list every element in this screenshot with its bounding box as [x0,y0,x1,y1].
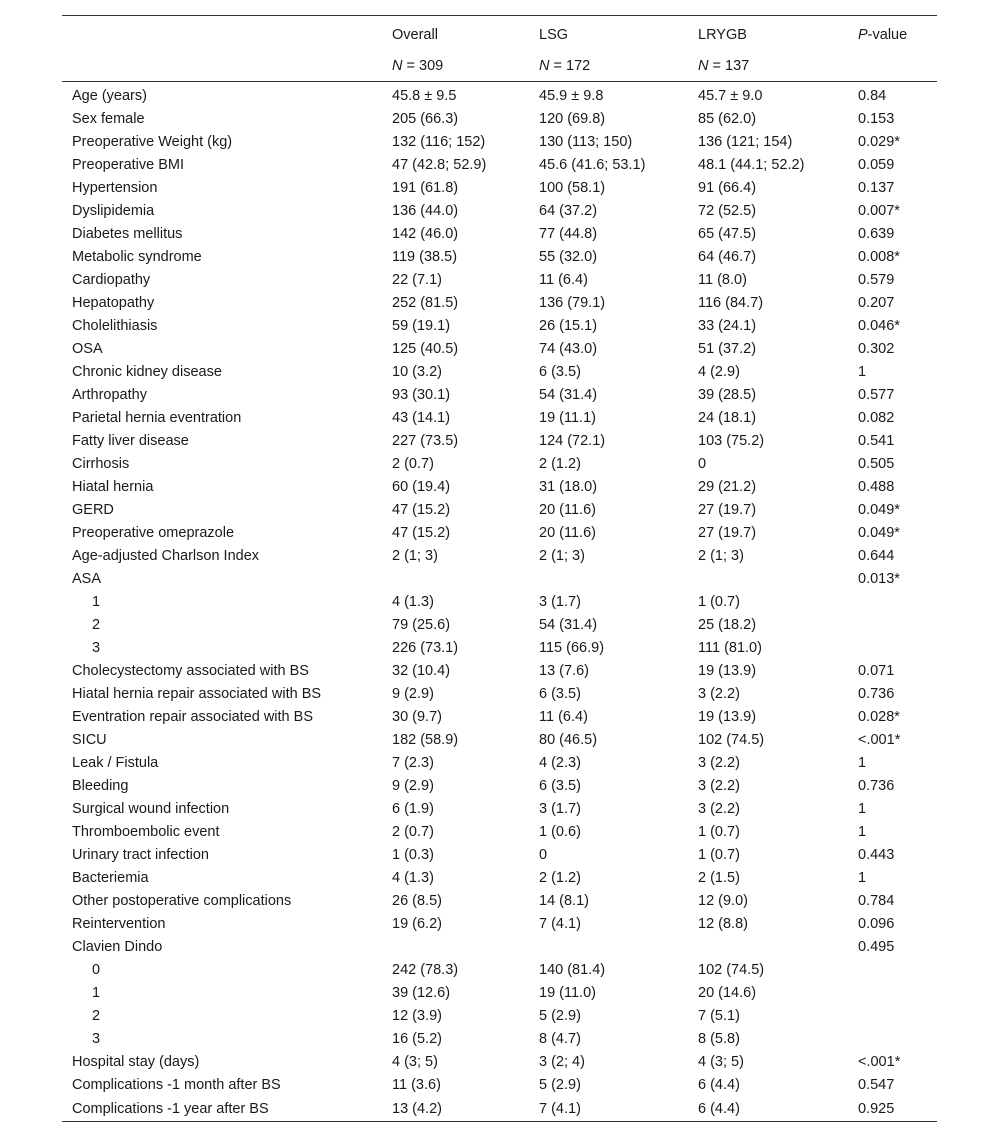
cell-overall: 205 (66.3) [392,110,459,127]
table-row [62,935,937,958]
cell-p-value: 0.577 [858,386,895,403]
row-label: Hiatal hernia repair associated with BS [72,685,322,702]
cell-lrygb: 3 (2.2) [698,800,740,817]
cell-lsg: 140 (81.4) [539,961,606,978]
cell-lsg [529,567,688,590]
cell-p-value [848,1004,937,1027]
header-lrygb: LRYGB [688,16,848,51]
cell-overall: 132 (116; 152) [392,133,486,150]
row-label: SICU [72,731,107,748]
cell-lsg: 2 (1.2) [539,455,581,472]
cell-lsg: 20 (11.6) [539,501,596,518]
cell-lrygb [688,567,848,590]
table-row [62,889,937,912]
cell-p-value [848,958,937,981]
table-row [62,728,937,751]
cell-p-value [848,636,937,659]
cell-p-value: 0.008* [858,248,900,265]
table-row [62,314,937,337]
cell-lrygb: 102 (74.5) [698,961,765,978]
row-label: GERD [72,501,114,518]
table-row [62,820,937,843]
cell-lsg: 54 (31.4) [539,616,598,633]
cell-overall: 4 (1.3) [392,593,434,610]
cell-p-value: 0.784 [858,892,895,909]
cell-p-value: <.001* [858,1053,901,1070]
n-symbol: N [698,57,709,74]
table-row [62,866,937,889]
cell-lrygb: 0 [698,455,707,472]
row-label: Eventration repair associated with BS [72,708,313,725]
cell-lsg: 45.9 ± 9.8 [539,87,604,104]
row-label: Age (years) [72,87,147,104]
cell-lrygb [688,935,848,958]
table-row [62,1073,937,1096]
row-label: 3 [92,639,101,656]
cell-lsg: 100 (58.1) [539,179,606,196]
cell-overall: 39 (12.6) [392,984,451,1001]
cell-lsg: 3 (1.7) [539,593,581,610]
cell-lrygb: 11 (8.0) [698,271,747,288]
table-header [62,16,937,82]
cell-lsg: 124 (72.1) [539,432,606,449]
cell-lsg: 130 (113; 150) [539,133,633,150]
cell-overall: 59 (19.1) [392,317,451,334]
cell-overall: 2 (0.7) [392,823,434,840]
cell-overall [382,935,529,958]
cell-p-value: 0.736 [858,777,895,794]
cell-lrygb: 45.7 ± 9.0 [698,87,763,104]
cell-p-value: 0.049* [858,501,900,518]
table-row [62,360,937,383]
cell-lsg: 0 [539,846,548,863]
cell-p-value: 1 [858,363,867,380]
cell-lrygb: 25 (18.2) [698,616,757,633]
cell-p-value: 0.302 [858,340,895,357]
cell-lsg: 19 (11.1) [539,409,596,426]
cell-lsg: 5 (2.9) [539,1007,581,1024]
cell-lsg: 6 (3.5) [539,777,581,794]
header-p-value [848,16,937,51]
row-label: 1 [92,593,101,610]
cell-lsg: 6 (3.5) [539,363,581,380]
table-row [62,912,937,935]
table-row [62,268,937,291]
cell-lsg: 45.6 (41.6; 53.1) [539,156,646,173]
cell-lsg: 11 (6.4) [539,708,588,725]
cell-overall: 1 (0.3) [392,846,434,863]
cell-p-value: 0.059 [858,156,895,173]
table-row [62,498,937,521]
cell-p-value: 1 [858,800,867,817]
cell-lsg: 7 (4.1) [539,915,581,932]
cell-lrygb: 29 (21.2) [698,478,757,495]
table-row [62,222,937,245]
cell-p-value: 0.579 [858,271,895,288]
cell-overall: 13 (4.2) [382,1096,529,1122]
cell-p-value: 0.505 [858,455,895,472]
cell-overall: 9 (2.9) [392,685,434,702]
cell-lrygb: 27 (19.7) [698,524,757,541]
table-row [62,659,937,682]
header-lsg: LSG [529,16,688,51]
row-label: Arthropathy [72,386,147,403]
row-label: ASA [72,570,102,587]
cell-overall: 22 (7.1) [392,271,442,288]
table-body [62,82,937,1122]
row-label: Thromboembolic event [72,823,220,840]
cell-lrygb: 3 (2.2) [698,754,740,771]
cell-overall: 7 (2.3) [392,754,434,771]
cell-overall: 11 (3.6) [392,1076,441,1093]
row-label: Surgical wound infection [72,800,230,817]
row-label: Hepatopathy [72,294,155,311]
n-lsg [529,50,688,82]
cell-p-value: 0.028* [858,708,900,725]
cell-lsg: 3 (2; 4) [539,1053,585,1070]
table-row [62,958,937,981]
cell-p-value: 0.925 [848,1096,937,1122]
cell-lrygb: 103 (75.2) [698,432,765,449]
cell-lsg [529,935,688,958]
cell-lsg: 136 (79.1) [539,294,606,311]
cell-overall: 119 (38.5) [392,248,458,265]
cell-overall: 182 (58.9) [392,731,459,748]
table-row [62,245,937,268]
cell-p-value: 0.071 [858,662,895,679]
cell-p-value: 0.736 [858,685,895,702]
row-label: 2 [92,616,101,633]
table-row [62,291,937,314]
table-row [62,682,937,705]
row-label: Cardiopathy [72,271,151,288]
table-row [62,475,937,498]
cell-lsg: 8 (4.7) [539,1030,581,1047]
cell-lsg: 2 (1.2) [539,869,581,886]
cell-overall: 125 (40.5) [392,340,459,357]
table-row [62,590,937,613]
cell-p-value: 0.007* [858,202,900,219]
row-label: Cholelithiasis [72,317,158,334]
cell-lsg: 115 (66.9) [539,639,605,656]
cell-overall: 47 (42.8; 52.9) [392,156,487,173]
cell-overall: 16 (5.2) [392,1030,442,1047]
row-label: Hospital stay (days) [72,1053,200,1070]
row-label: Leak / Fistula [72,754,159,771]
table-row [62,521,937,544]
cell-lrygb: 19 (13.9) [698,662,757,679]
cell-lrygb: 3 (2.2) [698,777,740,794]
cell-overall: 227 (73.5) [392,432,459,449]
n-lrygb [688,50,848,82]
cell-lrygb: 24 (18.1) [698,409,757,426]
cell-p-value: 1 [858,823,867,840]
cell-p-value [848,613,937,636]
table-row [62,705,937,728]
table-row [62,1096,937,1122]
row-label: Clavien Dindo [72,938,163,955]
cell-overall: 242 (78.3) [392,961,459,978]
cell-lsg: 6 (3.5) [539,685,581,702]
cell-lrygb: 1 (0.7) [698,823,740,840]
table-row [62,337,937,360]
p-rest: -value [867,26,908,43]
n-symbol: N [392,57,403,74]
cell-p-value: 1 [858,869,867,886]
table-row [62,153,937,176]
cell-lrygb: 19 (13.9) [698,708,757,725]
table-row [62,199,937,222]
table-row [62,452,937,475]
row-label: Cirrhosis [72,455,130,472]
cell-lsg: 13 (7.6) [539,662,589,679]
cell-overall: 136 (44.0) [392,202,459,219]
cell-lsg: 26 (15.1) [539,317,598,334]
table-row [62,1004,937,1027]
cell-overall: 6 (1.9) [392,800,434,817]
cell-p-value [848,981,937,1004]
cell-lsg: 80 (46.5) [539,731,598,748]
row-label: Fatty liver disease [72,432,189,449]
row-label: Bleeding [72,777,129,794]
table-row [62,1050,937,1073]
cell-lrygb: 136 (121; 154) [698,133,793,150]
n-value: = 172 [549,57,591,74]
row-label: Age-adjusted Charlson Index [72,547,260,564]
cell-overall: 9 (2.9) [392,777,434,794]
row-label: Cholecystectomy associated with BS [72,662,309,679]
cell-lrygb: 64 (46.7) [698,248,757,265]
cell-lrygb: 27 (19.7) [698,501,757,518]
n-empty [62,50,382,82]
n-symbol: N [539,57,550,74]
cell-lsg: 120 (69.8) [539,110,606,127]
cell-lrygb: 102 (74.5) [698,731,765,748]
cell-p-value: 0.096 [858,915,895,932]
n-overall [382,50,529,82]
cell-lrygb: 20 (14.6) [698,984,757,1001]
row-label: Hypertension [72,179,158,196]
cell-p-value: 0.639 [858,225,895,242]
cell-overall: 191 (61.8) [392,179,459,196]
table-row [62,981,937,1004]
cell-lsg: 7 (4.1) [529,1096,688,1122]
n-value: = 309 [402,57,444,74]
row-label: 2 [92,1007,101,1024]
row-label: Reintervention [72,915,166,932]
results-table-container [62,15,937,1122]
cell-p-value: 0.082 [858,409,895,426]
cell-p-value: 0.488 [858,478,895,495]
row-label: Sex female [72,110,145,127]
cell-lsg: 74 (43.0) [539,340,598,357]
row-label: Chronic kidney disease [72,363,222,380]
row-label: OSA [72,340,103,357]
cell-lrygb: 1 (0.7) [698,846,740,863]
row-label: Metabolic syndrome [72,248,202,265]
cell-overall: 4 (3; 5) [392,1053,438,1070]
cell-overall: 2 (1; 3) [392,547,438,564]
cell-lrygb: 48.1 (44.1; 52.2) [698,156,805,173]
cell-lrygb: 12 (8.8) [698,915,748,932]
cell-overall: 47 (15.2) [392,501,451,518]
cell-lrygb: 2 (1; 3) [698,547,744,564]
table-row [62,843,937,866]
cell-p-value [848,1027,937,1050]
cell-p-value: <.001* [858,731,901,748]
cell-lrygb: 39 (28.5) [698,386,757,403]
table-row [62,751,937,774]
header-row [62,16,937,51]
row-label: Preoperative omeprazole [72,524,235,541]
cell-lrygb: 65 (47.5) [698,225,757,242]
results-table [62,15,937,1122]
cell-overall: 26 (8.5) [392,892,442,909]
row-label: Complications -1 month after BS [72,1076,281,1093]
header-empty [62,16,382,51]
cell-lrygb: 72 (52.5) [698,202,757,219]
cell-lrygb: 4 (2.9) [698,363,740,380]
header-overall: Overall [382,16,529,51]
cell-p-value [848,590,937,613]
table-row [62,82,937,108]
row-label: Preoperative Weight (kg) [72,133,233,150]
cell-lrygb: 12 (9.0) [698,892,748,909]
n-value: = 137 [708,57,750,74]
row-label: Parietal hernia eventration [72,409,242,426]
cell-lsg: 20 (11.6) [539,524,596,541]
cell-lrygb: 116 (84.7) [698,294,764,311]
cell-overall: 30 (9.7) [392,708,442,725]
table-row [62,130,937,153]
cell-lrygb: 91 (66.4) [698,179,757,196]
row-label: Bacteriemia [72,869,149,886]
cell-overall: 19 (6.2) [392,915,442,932]
p-italic: P [858,26,868,43]
table-row [62,544,937,567]
cell-lsg: 14 (8.1) [539,892,589,909]
cell-lsg: 2 (1; 3) [539,547,585,564]
cell-lsg: 19 (11.0) [539,984,596,1001]
cell-lsg: 5 (2.9) [539,1076,581,1093]
cell-overall: 43 (14.1) [392,409,451,426]
cell-lsg: 3 (1.7) [539,800,581,817]
row-label: Other postoperative complications [72,892,292,909]
cell-lrygb: 33 (24.1) [698,317,757,334]
table-row [62,406,937,429]
row-label: Dyslipidemia [72,202,155,219]
table-row [62,1027,937,1050]
cell-lrygb: 6 (4.4) [688,1096,848,1122]
row-label: Diabetes mellitus [72,225,183,242]
cell-overall: 142 (46.0) [392,225,459,242]
n-p [848,50,937,82]
cell-overall: 252 (81.5) [392,294,459,311]
cell-overall: 2 (0.7) [392,455,434,472]
cell-lsg: 11 (6.4) [539,271,588,288]
cell-p-value: 0.153 [858,110,895,127]
row-label: Urinary tract infection [72,846,209,863]
cell-lsg: 1 (0.6) [539,823,581,840]
table-row [62,176,937,199]
cell-overall: 226 (73.1) [392,639,459,656]
cell-lsg: 77 (44.8) [539,225,598,242]
n-row [62,50,937,82]
cell-p-value: 0.541 [858,432,895,449]
cell-p-value: 0.137 [858,179,895,196]
cell-p-value: 0.547 [858,1076,895,1093]
table-row [62,383,937,406]
row-label: 3 [92,1030,101,1047]
cell-p-value: 0.046* [858,317,900,334]
cell-overall: 79 (25.6) [392,616,451,633]
cell-lrygb: 7 (5.1) [698,1007,740,1024]
cell-lrygb: 111 (81.0) [698,639,762,656]
cell-p-value: 0.495 [858,938,895,955]
cell-lrygb: 51 (37.2) [698,340,757,357]
row-label: Hiatal hernia [72,478,154,495]
cell-overall [382,567,529,590]
cell-p-value: 0.84 [858,87,887,104]
cell-lsg: 4 (2.3) [539,754,581,771]
cell-lrygb: 6 (4.4) [698,1076,740,1093]
table-row [62,636,937,659]
cell-overall: 93 (30.1) [392,386,451,403]
cell-overall: 12 (3.9) [392,1007,442,1024]
cell-lrygb: 3 (2.2) [698,685,740,702]
table-row [62,613,937,636]
cell-lrygb: 8 (5.8) [698,1030,740,1047]
cell-lrygb: 85 (62.0) [698,110,757,127]
cell-lrygb: 2 (1.5) [698,869,740,886]
cell-p-value: 1 [858,754,867,771]
cell-p-value: 0.049* [858,524,900,541]
cell-overall: 10 (3.2) [392,363,442,380]
cell-lsg: 64 (37.2) [539,202,598,219]
cell-p-value: 0.207 [858,294,895,311]
cell-overall: 32 (10.4) [392,662,451,679]
cell-overall: 45.8 ± 9.5 [392,87,457,104]
cell-p-value: 0.029* [858,133,900,150]
table-row [62,429,937,452]
table-row [62,797,937,820]
cell-lsg: 54 (31.4) [539,386,598,403]
row-label: 0 [92,961,101,978]
table-row [62,774,937,797]
cell-overall: 47 (15.2) [392,524,451,541]
cell-lrygb: 1 (0.7) [698,593,740,610]
table-row [62,567,937,590]
cell-p-value: 0.644 [858,547,895,564]
cell-overall: 4 (1.3) [392,869,434,886]
row-label: Preoperative BMI [72,156,185,173]
cell-lsg: 55 (32.0) [539,248,598,265]
cell-p-value: 0.443 [858,846,895,863]
cell-overall: 60 (19.4) [392,478,451,495]
cell-p-value: 0.013* [858,570,900,587]
row-label: 1 [92,984,101,1001]
cell-lrygb: 4 (3; 5) [698,1053,744,1070]
row-label: Complications -1 year after BS [62,1096,382,1122]
cell-lsg: 31 (18.0) [539,478,598,495]
table-row [62,107,937,130]
